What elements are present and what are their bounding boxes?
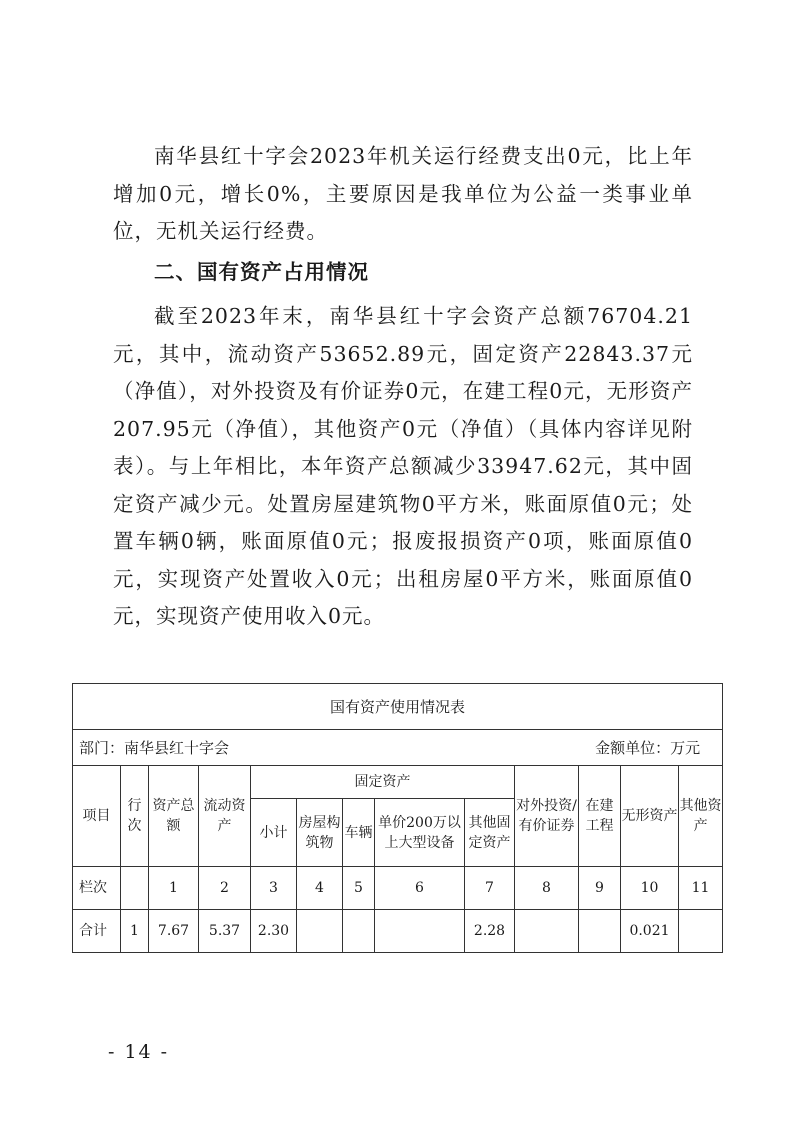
table-cell: 5 [343,867,375,910]
header-item: 项目 [73,766,121,867]
paragraph-operating-expenses: 南华县红十字会2023年机关运行经费支出0元，比上年增加0元，增长0%，主要原因是我单位为公益一类事业单位，无机关运行经费。 [113,144,693,243]
header-construction: 在建工程 [579,766,621,867]
table-cell [679,910,723,953]
table-cell: 7 [465,867,515,910]
paragraph-assets: 截至2023年末，南华县红十字会资产总额76704.21元，其中，流动资产53652.89元，固定资产22843.37元（净值），对外投资及有价证券0元，在建工程0元，无形资产207.95元（净值），其他资产0元（净值）（具体内容详见附表）。与上年相比，本年资产总额减少33947.62元，其中固定资产减少元。处置房屋建筑物0平方米，账面原值0元；处置车辆0辆，账面原值0元；报废报损资产0项，账面原值0元，实现资产处置收入0元；出租房屋0平方米，账面原值0元，实现资产使用收入0元。 [113,304,693,628]
header-intangible: 无形资产 [621,766,679,867]
table-cell: 2.30 [251,910,297,953]
table-cell: 4 [297,867,343,910]
table-cell [297,910,343,953]
table-cell: 6 [375,867,465,910]
page-number: - 14 - [108,1041,170,1063]
header-investment: 对外投资/有价证券 [515,766,579,867]
dept-label: 部门：南华县红十字会 [79,738,230,757]
asset-usage-table [72,683,722,953]
table-row-column-index [73,867,723,910]
header-vehicle: 车辆 [343,799,375,867]
table-cell: 2.28 [465,910,515,953]
table-cell [375,910,465,953]
table-cell: 11 [679,867,723,910]
table-cell [121,867,149,910]
table-cell: 1 [149,867,199,910]
header-total-assets: 资产总额 [149,766,199,867]
table-cell: 7.67 [149,910,199,953]
unit-label: 金额单位：万元 [595,738,701,757]
header-other-fixed: 其他固定资产 [465,799,515,867]
table-cell [579,910,621,953]
section-heading-assets: 二、国有资产占用情况 [154,260,369,284]
table-cell: 5.37 [199,910,251,953]
header-row-no: 行次 [121,766,149,867]
table-cell: 合计 [73,910,121,953]
table-meta [73,730,723,766]
table-cell: 栏次 [73,867,121,910]
header-building: 房屋构筑物 [297,799,343,867]
header-other-assets: 其他资产 [679,766,723,867]
header-equipment: 单价200万以上大型设备 [375,799,465,867]
table-row-total [73,910,723,953]
table-cell: 2 [199,867,251,910]
table-cell: 3 [251,867,297,910]
table-cell: 1 [121,910,149,953]
table-cell: 0.021 [621,910,679,953]
table-cell: 8 [515,867,579,910]
table-cell: 9 [579,867,621,910]
header-current-assets: 流动资产 [199,766,251,867]
table-cell [343,910,375,953]
table-cell [515,910,579,953]
header-subtotal: 小计 [251,799,297,867]
table-title: 国有资产使用情况表 [73,684,723,730]
table-cell: 10 [621,867,679,910]
header-fixed-assets: 固定资产 [251,766,515,799]
